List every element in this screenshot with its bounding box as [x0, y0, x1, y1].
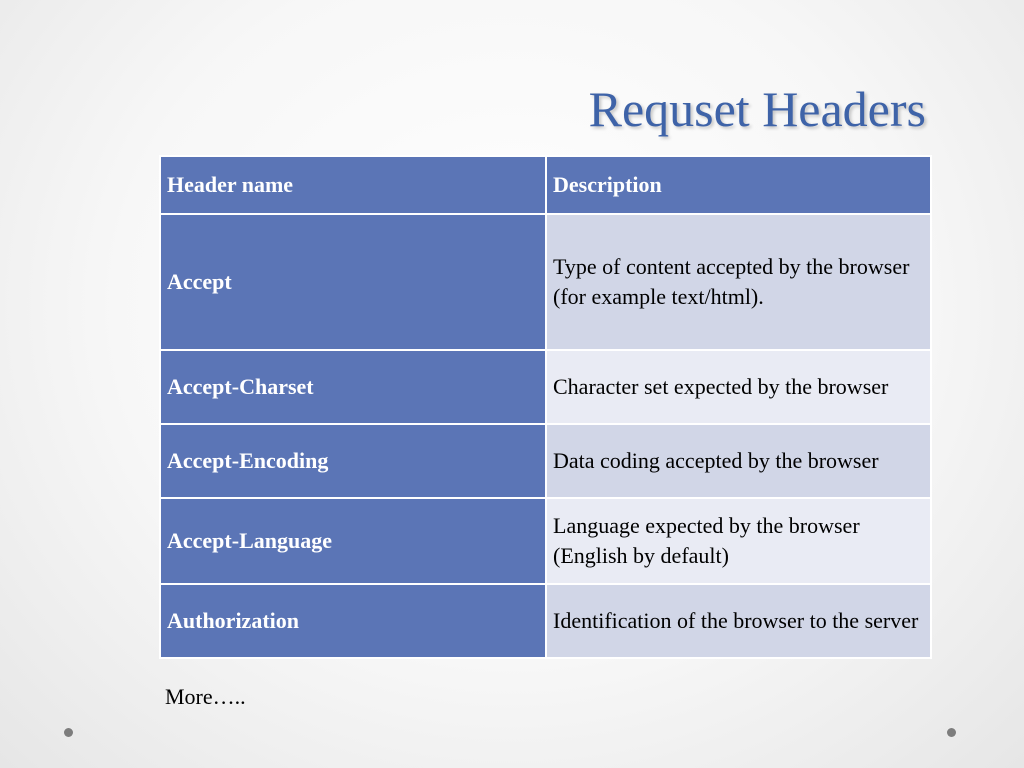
table-header-row: [160, 156, 931, 214]
header-name-cell: Accept-Language: [160, 498, 546, 584]
header-name-cell: Accept: [160, 214, 546, 350]
slide-corner-dot-left: [64, 728, 73, 737]
table-row: [160, 424, 931, 498]
slide-corner-dot-right: [947, 728, 956, 737]
table-row: [160, 498, 931, 584]
column-header-name: Header name: [160, 156, 546, 214]
header-name-cell: Accept-Charset: [160, 350, 546, 424]
slide-title: Requset Headers: [588, 81, 926, 137]
table-row: [160, 584, 931, 658]
header-description-cell: Language expected by the browser (English by default): [546, 498, 931, 584]
table-row: [160, 214, 931, 350]
header-description-cell: Identification of the browser to the server: [546, 584, 931, 658]
header-name-cell: Authorization: [160, 584, 546, 658]
header-description-cell: Data coding accepted by the browser: [546, 424, 931, 498]
header-name-cell: Accept-Encoding: [160, 424, 546, 498]
column-header-description: Description: [546, 156, 931, 214]
header-description-cell: Character set expected by the browser: [546, 350, 931, 424]
table-row: [160, 350, 931, 424]
request-headers-table: [159, 155, 932, 659]
more-text: More…..: [165, 684, 246, 709]
header-description-cell: Type of content accepted by the browser (for example text/html).: [546, 214, 931, 350]
